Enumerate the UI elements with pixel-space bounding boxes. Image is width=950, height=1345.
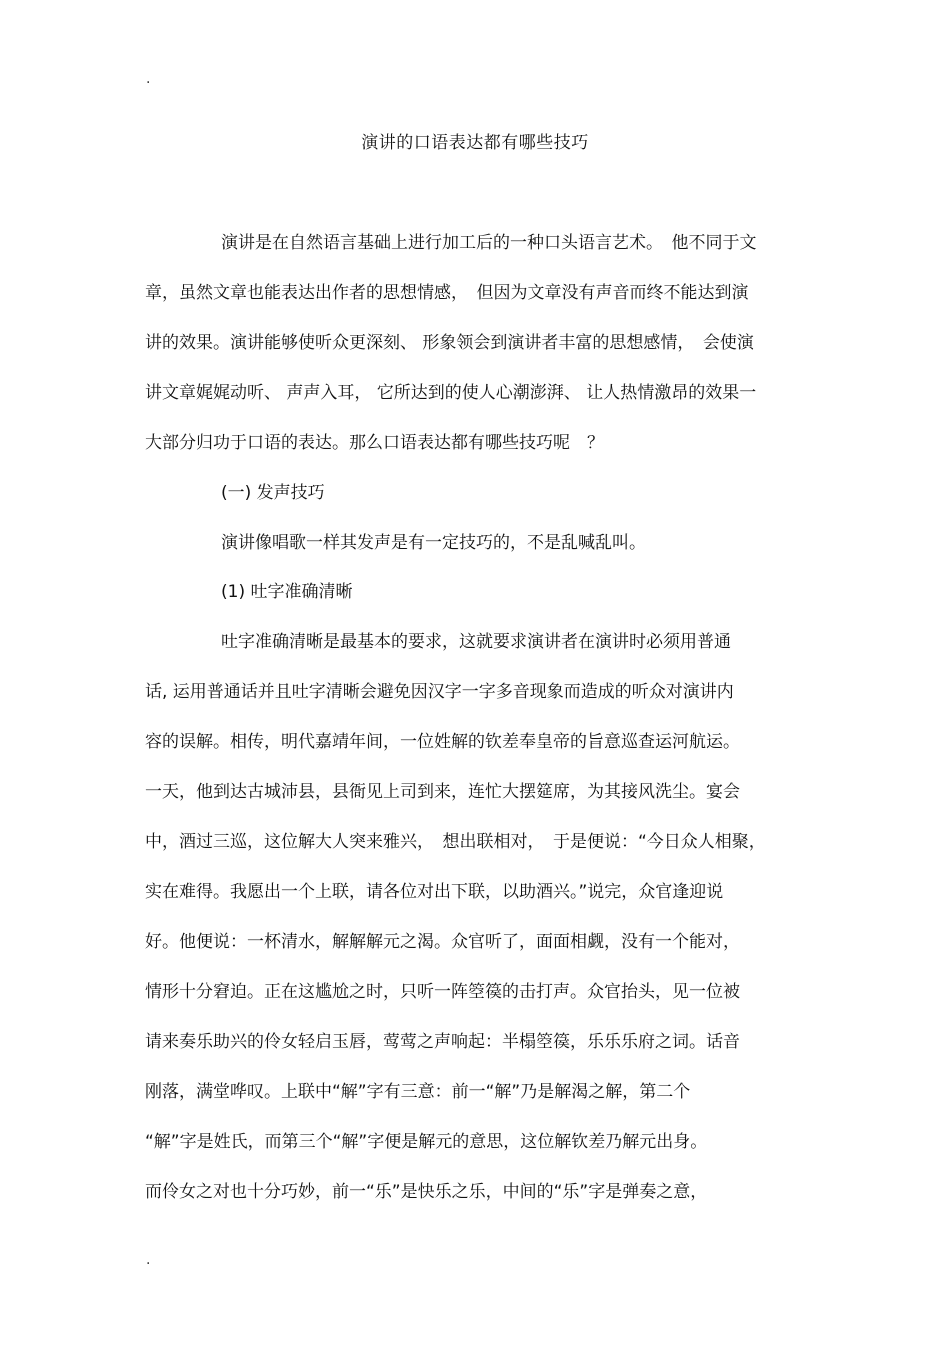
text-line: 演讲是在自然语言基础上进行加工后的一种口头语言艺术。 他不同于文 [221, 233, 757, 253]
text-line: 章，虽然文章也能表达出作者的思想情感， 但因为文章没有声音而终不能达到演 [145, 283, 749, 303]
text-line: 大部分归功于口语的表达。那么口语表达都有哪些技巧呢 ？ [145, 433, 604, 453]
text-line: 容的误解。相传，明代嘉靖年间，一位姓解的钦差奉皇帝的旨意巡查运河航运。 [145, 732, 740, 752]
page-mark-top: . [146, 71, 151, 87]
page-mark-bottom: . [146, 1252, 151, 1268]
text-line: “解”字是姓氏，而第三个“解”字便是解元的意思，这位解钦差乃解元出身。 [145, 1132, 708, 1152]
document-title: 演讲的口语表达都有哪些技巧 [361, 133, 589, 153]
text-line: 实在难得。我愿出一个上联，请各位对出下联，以助酒兴。”说完，众官逢迎说 [145, 882, 724, 902]
text-line: 好。他便说：一杯清水，解解解元之渴。众官听了，面面相觑，没有一个能对， [145, 932, 740, 952]
section-heading: (一) 发声技巧 [221, 483, 325, 503]
text-line: 讲文章娓娓动听、 声声入耳， 它所达到的使人心潮澎湃、 让人热情激昂的效果一 [145, 383, 757, 403]
text-line: 演讲像唱歌一样其发声是有一定技巧的，不是乱喊乱叫。 [221, 533, 646, 553]
text-line: 请来奏乐助兴的伶女轻启玉唇，莺莺之声响起：半榻箜篌，乐乐乐府之词。话音 [145, 1032, 740, 1052]
text-line: 讲的效果。演讲能够使听众更深刻、 形象领会到演讲者丰富的思想感情， 会使演 [145, 333, 754, 353]
text-line: 话, 运用普通话并且吐字清晰会避免因汉字一字多音现象而造成的听众对演讲内 [145, 682, 734, 702]
text-line: 刚落，满堂哗叹。上联中“解”字有三意：前一“解”乃是解渴之解，第二个 [145, 1082, 691, 1102]
text-line: 一天，他到达古城沛县，县衙见上司到来，连忙大摆筵席，为其接风洗尘。宴会 [145, 782, 740, 802]
subsection-heading: (1) 吐字准确清晰 [221, 582, 353, 602]
text-line: 情形十分窘迫。正在这尴尬之时，只听一阵箜篌的击打声。众官抬头，见一位被 [145, 982, 740, 1002]
text-line: 而伶女之对也十分巧妙，前一“乐”是快乐之乐，中间的“乐”字是弹奏之意， [145, 1182, 708, 1202]
text-line: 吐字准确清晰是最基本的要求，这就要求演讲者在演讲时必须用普通 [221, 632, 731, 652]
text-line: 中，酒过三巡，这位解大人突来雅兴， 想出联相对， 于是便说：“今日众人相聚， [145, 832, 766, 852]
